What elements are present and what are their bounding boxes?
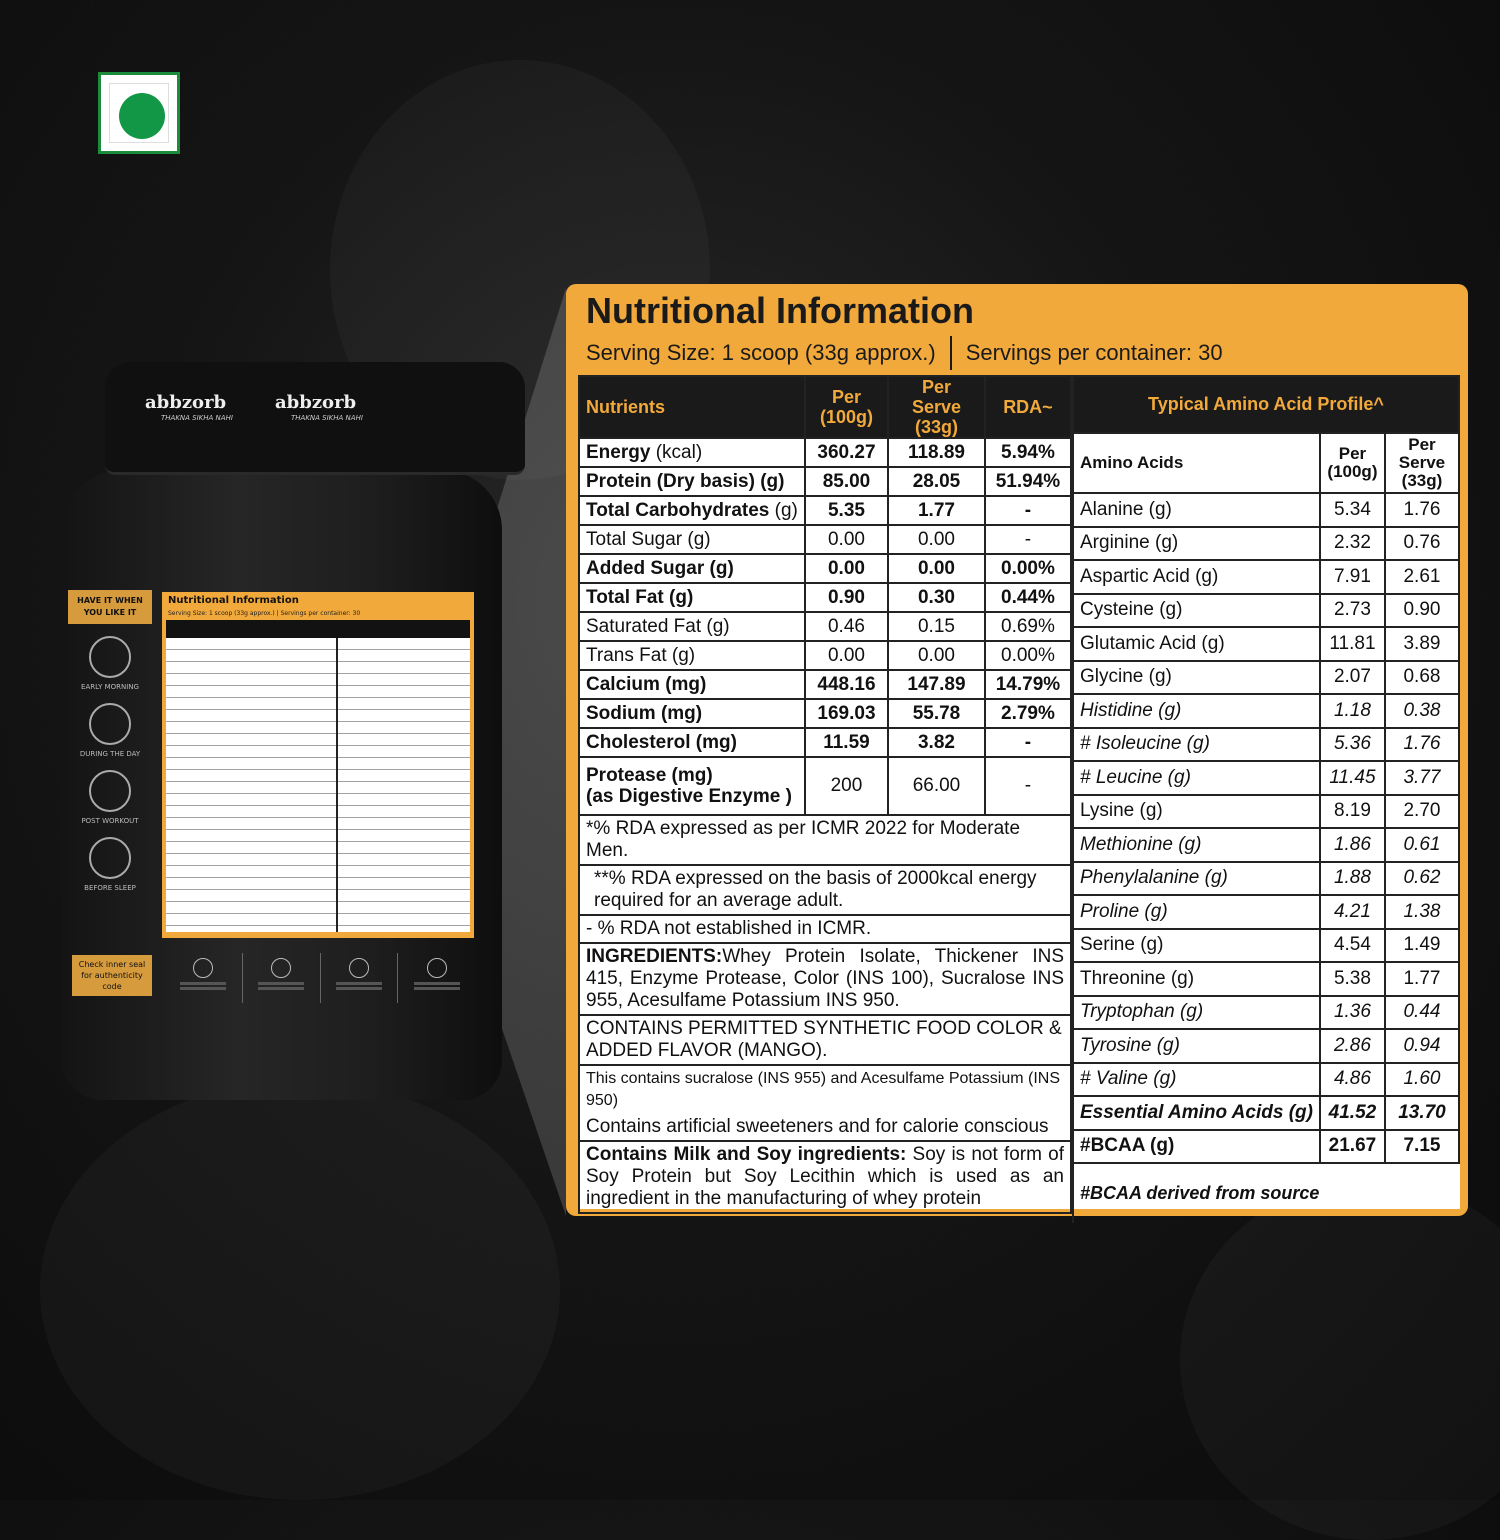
nutrient-per100: 11.59	[805, 728, 888, 757]
col-per-serve: Per Serve (33g)	[888, 376, 985, 438]
amino-name: Proline (g)	[1073, 895, 1320, 929]
amino-per100: 5.36	[1320, 728, 1385, 762]
amino-serve: 0.76	[1385, 527, 1459, 561]
nutrient-serve: 0.00	[888, 554, 985, 583]
protease-serve: 66.00	[888, 757, 985, 815]
amino-per100: 4.21	[1320, 895, 1385, 929]
nutrient-name: Total Carbohydrates (g)	[579, 496, 805, 525]
amino-per100: 2.07	[1320, 661, 1385, 695]
nutrient-row	[579, 728, 1071, 757]
amino-row	[1073, 728, 1459, 762]
protease-per100: 200	[805, 757, 888, 815]
amino-per100: 1.18	[1320, 694, 1385, 728]
amino-row	[1073, 527, 1459, 561]
col-rda: RDA~	[985, 376, 1071, 438]
bg-weight-plate	[40, 1080, 560, 1500]
protease-rda: -	[985, 757, 1071, 815]
amino-row	[1073, 895, 1459, 929]
nutrient-row	[579, 670, 1071, 699]
amino-per100: 2.86	[1320, 1029, 1385, 1063]
milk-soy-note: Contains Milk and Soy ingredients: Soy is not form of Soy Protein but Soy Lecithin which is used as an ingredient in the manufacturing of whey protein	[579, 1141, 1071, 1213]
nutrient-rda: 0.00%	[985, 554, 1071, 583]
side-header: HAVE IT WHEN YOU LIKE IT	[68, 590, 152, 624]
sucralose-note: This contains sucralose (INS 955) and Acesulfame Potassium (INS 950)	[579, 1065, 1071, 1114]
amino-serve: 1.76	[1385, 728, 1459, 762]
nutrient-serve: 1.77	[888, 496, 985, 525]
nutrient-rda: -	[985, 496, 1071, 525]
col-amino-per100: Per (100g)	[1320, 433, 1385, 493]
color-flavor-note: CONTAINS PERMITTED SYNTHETIC FOOD COLOR & ADDED FLAVOR (MANGO).	[579, 1015, 1071, 1065]
artificial-sweetener-note: Contains artificial sweeteners and for calorie conscious	[579, 1114, 1071, 1141]
amino-row	[1073, 694, 1459, 728]
amino-serve: 1.76	[1385, 493, 1459, 527]
jar-lid	[105, 362, 525, 475]
nutrient-rda: 5.94%	[985, 438, 1071, 467]
amino-row	[1073, 962, 1459, 996]
amino-name: # Leucine (g)	[1073, 761, 1320, 795]
amino-per100: 5.38	[1320, 962, 1385, 996]
amino-per100: 8.19	[1320, 795, 1385, 829]
sun-icon	[89, 636, 131, 678]
time-post-workout: POST WORKOUT	[68, 770, 152, 825]
nutrient-per100: 0.46	[805, 612, 888, 641]
amino-name: Tryptophan (g)	[1073, 996, 1320, 1030]
amino-per100: 2.32	[1320, 527, 1385, 561]
nutrient-per100: 0.00	[805, 641, 888, 670]
amino-name: # Isoleucine (g)	[1073, 728, 1320, 762]
amino-serve: 3.89	[1385, 627, 1459, 661]
amino-per100: 1.86	[1320, 828, 1385, 862]
amino-name: Histidine (g)	[1073, 694, 1320, 728]
nutrient-row	[579, 467, 1071, 496]
amino-serve: 2.70	[1385, 795, 1459, 829]
amino-per100: 4.54	[1320, 929, 1385, 963]
amino-name: Aspartic Acid (g)	[1073, 560, 1320, 594]
jar-brand-2: abbzorb	[275, 392, 357, 413]
page-title: Nutritional Information	[586, 290, 974, 331]
amino-row	[1073, 1029, 1459, 1063]
amino-per100: 4.86	[1320, 1063, 1385, 1097]
nutrient-serve: 55.78	[888, 699, 985, 728]
nutrient-serve: 28.05	[888, 467, 985, 496]
nutrient-serve: 0.15	[888, 612, 985, 641]
nutrient-serve: 0.00	[888, 641, 985, 670]
nutrient-per100: 5.35	[805, 496, 888, 525]
nutrient-rda: 2.79%	[985, 699, 1071, 728]
amino-per100: 5.34	[1320, 493, 1385, 527]
amino-row	[1073, 560, 1459, 594]
amino-name: Arginine (g)	[1073, 527, 1320, 561]
amino-name: Threonine (g)	[1073, 962, 1320, 996]
desk-icon	[89, 703, 131, 745]
nutrient-serve: 0.30	[888, 583, 985, 612]
nutrient-row	[579, 583, 1071, 612]
mini-label-title: Nutritional Information	[168, 595, 299, 606]
nutrient-name: Protein (Dry basis) (g)	[579, 467, 805, 496]
amino-name: Glycine (g)	[1073, 661, 1320, 695]
amino-name: Phenylalanine (g)	[1073, 862, 1320, 896]
amino-per100: 1.36	[1320, 996, 1385, 1030]
time-during-day: DURING THE DAY	[68, 703, 152, 758]
amino-per100: 11.45	[1320, 761, 1385, 795]
nutrient-per100: 0.00	[805, 525, 888, 554]
amino-row	[1073, 627, 1459, 661]
nutrient-name: Cholesterol (mg)	[579, 728, 805, 757]
nutrient-per100: 85.00	[805, 467, 888, 496]
jar-tagline-2: THAKNA SIKHA NAHI	[291, 414, 363, 422]
protease-name: Protease (mg) (as Digestive Enzyme )	[579, 757, 805, 815]
nutrient-name: Energy (kcal)	[579, 438, 805, 467]
nutrient-rda: 0.44%	[985, 583, 1071, 612]
amino-per100: 41.52	[1320, 1096, 1385, 1130]
serving-info	[586, 336, 1223, 366]
nutrient-row	[579, 438, 1071, 467]
muscle-icon	[271, 958, 291, 978]
amino-serve: 1.38	[1385, 895, 1459, 929]
jar-mini-label	[162, 592, 474, 938]
nutrients-table	[578, 375, 1072, 1214]
nutrient-rda: -	[985, 525, 1071, 554]
time-early-morning: EARLY MORNING	[68, 636, 152, 691]
nutrient-rda: 51.94%	[985, 467, 1071, 496]
amino-header: Typical Amino Acid Profile^	[1073, 376, 1459, 433]
amino-acid-table	[1072, 375, 1460, 1223]
amino-row	[1073, 661, 1459, 695]
nutrient-rda: 0.00%	[985, 641, 1071, 670]
amino-name: # Valine (g)	[1073, 1063, 1320, 1097]
nutrient-name: Calcium (mg)	[579, 670, 805, 699]
jar-tagline-1: THAKNA SIKHA NAHI	[161, 414, 233, 422]
nutrient-serve: 118.89	[888, 438, 985, 467]
amino-serve: 0.38	[1385, 694, 1459, 728]
amino-row	[1073, 1063, 1459, 1097]
amino-serve: 0.90	[1385, 594, 1459, 628]
amino-row	[1073, 1130, 1459, 1164]
amino-row	[1073, 862, 1459, 896]
jar-side-column	[68, 590, 152, 892]
amino-row	[1073, 795, 1459, 829]
amino-serve: 1.77	[1385, 962, 1459, 996]
nutrient-row	[579, 525, 1071, 554]
nutrient-per100: 360.27	[805, 438, 888, 467]
amino-name: Cysteine (g)	[1073, 594, 1320, 628]
absorb-icon	[193, 958, 213, 978]
nutrient-row	[579, 612, 1071, 641]
nutrient-rda: 14.79%	[985, 670, 1071, 699]
nutrient-name: Total Fat (g)	[579, 583, 805, 612]
amino-name: Tyrosine (g)	[1073, 1029, 1320, 1063]
amino-name: Glutamic Acid (g)	[1073, 627, 1320, 661]
nutrient-name: Trans Fat (g)	[579, 641, 805, 670]
nutrient-name: Added Sugar (g)	[579, 554, 805, 583]
nutrient-name: Total Sugar (g)	[579, 525, 805, 554]
time-before-sleep: BEFORE SLEEP	[68, 837, 152, 892]
nutrient-rda: -	[985, 728, 1071, 757]
col-per-100g: Per (100g)	[805, 376, 888, 438]
amino-name: Alanine (g)	[1073, 493, 1320, 527]
veg-symbol-icon	[98, 72, 180, 154]
nutrient-name: Sodium (mg)	[579, 699, 805, 728]
nutrient-serve: 3.82	[888, 728, 985, 757]
amino-row	[1073, 761, 1459, 795]
nutrient-serve: 147.89	[888, 670, 985, 699]
servings-per-container: Servings per container: 30	[965, 340, 1223, 365]
note-rda-2000: **% RDA expressed on the basis of 2000kcal energy required for an average adult.	[579, 865, 1071, 915]
auth-seal-note: Check inner seal for authenticity code	[72, 955, 152, 996]
amino-name: Serine (g)	[1073, 929, 1320, 963]
amino-serve: 0.61	[1385, 828, 1459, 862]
col-amino-serve: Per Serve (33g)	[1385, 433, 1459, 493]
amino-serve: 1.60	[1385, 1063, 1459, 1097]
nutrient-serve: 0.00	[888, 525, 985, 554]
stomach-icon	[427, 958, 447, 978]
amino-serve: 7.15	[1385, 1130, 1459, 1164]
nutrient-row	[579, 496, 1071, 525]
amino-name: #BCAA (g)	[1073, 1130, 1320, 1164]
nutrient-per100: 0.90	[805, 583, 888, 612]
note-rda-icmr: *% RDA expressed as per ICMR 2022 for Moderate Men.	[579, 815, 1071, 865]
bg-weight-plate-right	[1180, 1180, 1500, 1540]
amino-serve: 2.61	[1385, 560, 1459, 594]
amino-per100: 2.73	[1320, 594, 1385, 628]
ingredients: INGREDIENTS:Whey Protein Isolate, Thickener INS 415, Enzyme Protease, Color (INS 100), Sucralose INS 955, Acesulfame Potassium INS 950.	[579, 943, 1071, 1015]
dumbbell-icon	[89, 770, 131, 812]
amino-name: Methionine (g)	[1073, 828, 1320, 862]
amino-per100: 11.81	[1320, 627, 1385, 661]
nutrient-per100: 169.03	[805, 699, 888, 728]
amino-row	[1073, 996, 1459, 1030]
nutrient-row	[579, 554, 1071, 583]
amino-serve: 13.70	[1385, 1096, 1459, 1130]
amino-serve: 3.77	[1385, 761, 1459, 795]
col-nutrients: Nutrients	[579, 376, 805, 438]
amino-serve: 0.62	[1385, 862, 1459, 896]
amino-row	[1073, 929, 1459, 963]
jar-feature-row	[165, 953, 475, 1003]
amino-name: Lysine (g)	[1073, 795, 1320, 829]
nutrient-row	[579, 699, 1071, 728]
amino-serve: 0.94	[1385, 1029, 1459, 1063]
amino-per100: 21.67	[1320, 1130, 1385, 1164]
nutrient-row	[579, 641, 1071, 670]
nutrient-rda: 0.69%	[985, 612, 1071, 641]
amino-serve: 1.49	[1385, 929, 1459, 963]
jar-brand-1: abbzorb	[145, 392, 227, 413]
nutrient-per100: 448.16	[805, 670, 888, 699]
amino-row	[1073, 828, 1459, 862]
nutrient-per100: 0.00	[805, 554, 888, 583]
amino-serve: 0.68	[1385, 661, 1459, 695]
amino-row	[1073, 493, 1459, 527]
note-rda-na: - % RDA not established in ICMR.	[579, 915, 1071, 943]
amino-serve: 0.44	[1385, 996, 1459, 1030]
bcaa-footnote: #BCAA derived from source	[1073, 1163, 1459, 1223]
amino-row	[1073, 1096, 1459, 1130]
serving-size: Serving Size: 1 scoop (33g approx.)	[586, 340, 936, 365]
amino-row	[1073, 594, 1459, 628]
col-amino-acids: Amino Acids	[1073, 433, 1320, 493]
badge-100-icon	[349, 958, 369, 978]
amino-per100: 1.88	[1320, 862, 1385, 896]
bed-icon	[89, 837, 131, 879]
amino-per100: 7.91	[1320, 560, 1385, 594]
mini-label-sub: Serving Size: 1 scoop (33g approx.) | Servings per container: 30	[168, 610, 361, 617]
amino-name: Essential Amino Acids (g)	[1073, 1096, 1320, 1130]
nutrient-name: Saturated Fat (g)	[579, 612, 805, 641]
